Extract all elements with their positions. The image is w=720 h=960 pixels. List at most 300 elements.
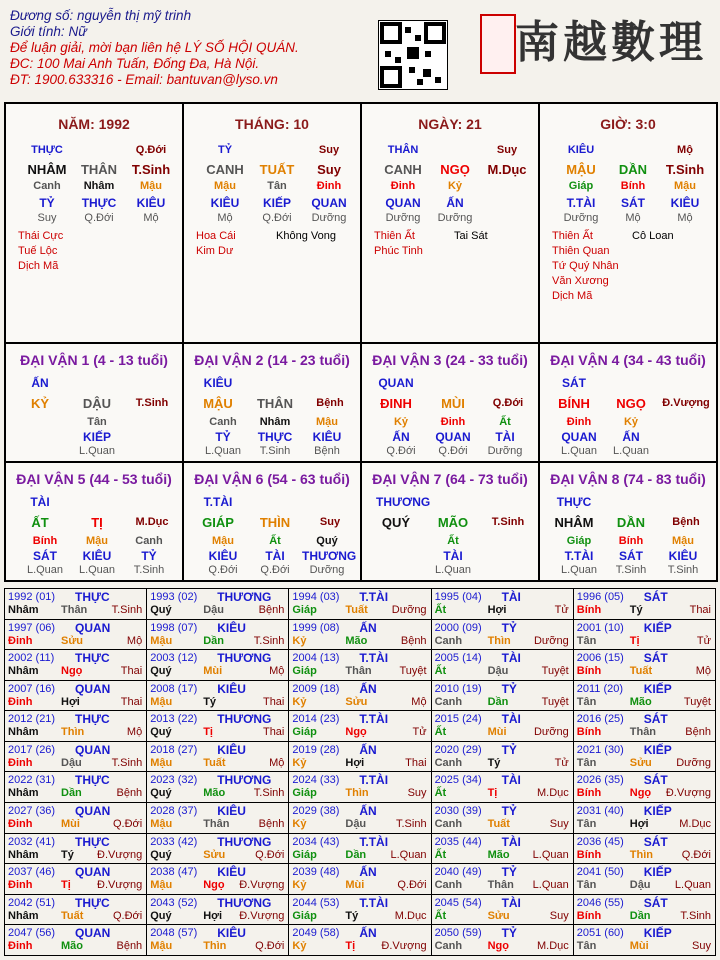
year-chi: Thân	[61, 604, 88, 616]
year-god: T.TÀI	[359, 651, 389, 666]
year-chi: Mão	[345, 634, 368, 647]
year-can: Nhâm	[8, 604, 39, 616]
year-can: Đinh	[8, 756, 33, 769]
hidden-state: T.Sinh	[133, 564, 165, 576]
year-label: 2018 (27)	[150, 743, 198, 756]
year-cell	[431, 619, 573, 650]
year-chi: Ngọ	[487, 940, 509, 953]
table-row	[5, 619, 716, 650]
dai-van-chi: DẬU	[82, 396, 112, 411]
year-label: 2012 (21)	[8, 713, 56, 726]
hidden-god: ẤN	[622, 430, 640, 444]
year-cell	[431, 741, 573, 772]
year-chi: Mão	[61, 940, 83, 953]
hidden-god: KIẾP	[82, 430, 111, 444]
year-god: SÁT	[643, 651, 668, 666]
year-chi: Tý	[203, 695, 217, 708]
year-cell	[573, 864, 715, 895]
year-can: Ất	[434, 848, 447, 861]
year-chi: Hợi	[345, 756, 365, 769]
pillar-r3-item: Canh	[33, 180, 61, 192]
hidden-state: Bệnh	[314, 445, 340, 457]
pillar-r2-item: NGỌ	[440, 162, 470, 177]
hidden-state: Q.Đới	[260, 564, 290, 576]
year-can: Canh	[434, 879, 463, 892]
hidden-state: L.Quan	[560, 564, 598, 576]
year-chi: Tị	[345, 940, 356, 953]
hidden-god: SÁT	[619, 549, 643, 563]
dai-van-title: ĐẠI VẬN 7 (64 - 73 tuổi)	[372, 471, 528, 487]
year-can: Quý	[150, 665, 172, 678]
year-god: TỶ	[501, 742, 517, 757]
year-state: Suy	[407, 787, 427, 800]
year-cell	[5, 925, 147, 956]
year-chi: Mão	[629, 695, 652, 708]
year-chi: Thân	[629, 726, 657, 739]
dai-van-cell	[539, 343, 717, 462]
year-label: 2046 (55)	[576, 896, 624, 909]
dai-van-cell	[361, 343, 539, 462]
year-cell	[431, 864, 573, 895]
year-chi: Thìn	[203, 940, 227, 953]
year-state: Q.Đới	[681, 848, 711, 861]
dai-van-cell	[539, 462, 717, 581]
table-row	[5, 589, 716, 620]
header	[0, 0, 720, 100]
year-cell	[431, 833, 573, 864]
pillar-r2-item: THÂN	[80, 162, 118, 177]
hidden-god: QUAN	[435, 430, 471, 444]
year-cell	[289, 803, 431, 834]
year-chi: Ngọ	[345, 726, 367, 739]
year-state: Bệnh	[116, 787, 143, 800]
year-can: Quý	[150, 726, 172, 739]
dai-van-chi: DẦN	[616, 515, 646, 530]
dai-van-god: TÀI	[30, 495, 50, 509]
pillar-r2-item: CANH	[384, 162, 422, 177]
hidden-state: Dưỡng	[309, 564, 345, 576]
year-can: Quý	[150, 909, 172, 922]
dai-van-title: ĐẠI VẬN 5 (44 - 53 tuổi)	[16, 471, 172, 487]
year-chi: Dần	[487, 695, 509, 708]
pillar-r1-item: Suy	[318, 144, 340, 156]
year-state: Mộ	[126, 634, 143, 647]
year-god: THƯƠNG	[217, 590, 272, 604]
dai-van-cell	[5, 462, 183, 581]
year-state: Tuyệt	[683, 695, 711, 708]
year-chi: Tị	[61, 879, 71, 892]
dai-van-chi: TỊ	[91, 515, 103, 530]
year-state: L.Quan	[532, 848, 569, 861]
pillar-r3-item: Đinh	[390, 180, 416, 192]
year-cell	[573, 894, 715, 925]
year-state: Đ.Vượng	[665, 787, 711, 800]
pillar-cell	[5, 103, 183, 343]
year-cell	[5, 680, 147, 711]
year-state: L.Quan	[674, 879, 711, 892]
year-can: Canh	[434, 756, 463, 769]
year-label: 1997 (06)	[8, 621, 56, 634]
dai-van-can: MẬU	[203, 396, 233, 411]
year-cell	[573, 619, 715, 650]
year-chi: Dậu	[345, 818, 367, 831]
pillar-r4-item: THỰC	[81, 196, 117, 210]
year-state: Tuyệt	[541, 695, 569, 708]
dai-van-cell	[5, 343, 183, 462]
year-state: Suy	[549, 818, 569, 831]
year-state: Mộ	[695, 665, 711, 678]
year-god: SÁT	[643, 773, 668, 788]
hidden-stem: Mậu	[316, 416, 338, 428]
pillar-r3-item: Mậu	[674, 180, 696, 192]
year-can: Giáp	[292, 787, 317, 800]
year-state: Mộ	[126, 726, 143, 739]
year-can: Canh	[434, 695, 463, 708]
year-cell	[431, 803, 573, 834]
dai-van-state: T.Sinh	[135, 397, 169, 409]
hidden-god: ẤN	[392, 430, 410, 444]
dai-van-god: SÁT	[562, 376, 586, 390]
year-god: QUAN	[75, 620, 111, 635]
pillar-r5-item: Dưỡng	[311, 212, 347, 224]
hidden-stem: Mậu	[672, 535, 694, 547]
hidden-god: THỰC	[257, 430, 293, 444]
year-cell	[573, 711, 715, 742]
dai-van-can: QUÝ	[381, 515, 411, 530]
hidden-state: L.Quan	[434, 564, 472, 576]
year-cell	[5, 650, 147, 681]
hidden-stem: Ất	[447, 535, 459, 547]
year-can: Quý	[150, 604, 172, 616]
dai-van-cell	[361, 462, 539, 581]
year-cell	[573, 680, 715, 711]
year-chi: Thìn	[487, 634, 511, 647]
year-state: T.Sinh	[111, 604, 143, 616]
pillar-r3-item: Đinh	[316, 180, 342, 192]
year-cell	[289, 680, 431, 711]
year-cell	[431, 711, 573, 742]
pillar-r2-item: Suy	[317, 162, 341, 177]
dai-van-chi: THÌN	[259, 515, 291, 530]
year-god: THƯƠNG	[217, 895, 272, 910]
year-can: Canh	[434, 940, 463, 953]
table-row	[5, 680, 716, 711]
year-state: Đ.Vượng	[239, 909, 285, 922]
year-label: 2001 (10)	[576, 621, 624, 634]
year-state: Bệnh	[258, 818, 285, 831]
year-god: THỰC	[75, 895, 110, 910]
dai-van-title: ĐẠI VẬN 4 (34 - 43 tuổi)	[550, 352, 706, 368]
pillar-r1-item: Suy	[496, 144, 518, 156]
year-chi: Thìn	[61, 726, 85, 739]
hidden-state: Q.Đới	[208, 564, 238, 576]
hidden-god: QUAN	[561, 430, 597, 444]
year-cell	[289, 864, 431, 895]
star-name: Dịch Mã	[552, 290, 593, 302]
year-label: 2009 (18)	[292, 682, 340, 695]
year-label: 2036 (45)	[576, 835, 624, 848]
hidden-state: Q.Đới	[386, 445, 416, 457]
year-state: Thai	[120, 665, 143, 678]
hidden-state: L.Quan	[204, 445, 242, 457]
year-cell	[147, 589, 289, 620]
dai-van-chi: NGỌ	[616, 396, 646, 411]
hidden-god: KIÊU	[312, 430, 342, 444]
year-cell	[289, 894, 431, 925]
year-cell	[147, 925, 289, 956]
year-cell	[573, 741, 715, 772]
pillar-r3-item: Bính	[620, 180, 646, 192]
year-label: 2015 (24)	[434, 713, 482, 726]
year-state: T.Sinh	[253, 634, 285, 647]
pillar-title: NGÀY: 21	[418, 116, 482, 132]
pillar-r5-item: Mộ	[217, 212, 233, 224]
year-label: 2022 (31)	[8, 774, 56, 787]
year-chi: Mão	[203, 787, 226, 800]
year-state: Q.Đới	[112, 909, 143, 922]
year-label: 2038 (47)	[150, 866, 198, 879]
star-name: Tứ Quý Nhân	[552, 260, 619, 272]
pillar-r5-item: Suy	[37, 212, 57, 224]
year-god: KIẾP	[643, 865, 672, 880]
year-label: 2040 (49)	[434, 866, 482, 879]
year-god: KIẾP	[643, 926, 672, 941]
pillar-title: NĂM: 1992	[58, 116, 130, 132]
year-can: Mậu	[150, 695, 173, 708]
year-label: 2020 (29)	[434, 743, 482, 756]
hidden-stem: Quý	[316, 535, 338, 547]
dai-van-state: T.Sinh	[491, 516, 525, 528]
year-chi: Dần	[345, 848, 367, 861]
star-name: Hoa Cái	[196, 230, 236, 242]
dai-van-can: ẤT	[31, 515, 49, 530]
year-label: 2031 (40)	[576, 805, 624, 818]
table-row	[5, 711, 716, 742]
dai-van-state: M.Dục	[135, 516, 169, 528]
star-name: Thái Cực	[18, 230, 64, 242]
year-state: Tuyệt	[399, 665, 427, 678]
year-god: QUAN	[75, 865, 111, 880]
dai-van-title: ĐẠI VẬN 6 (54 - 63 tuổi)	[194, 471, 350, 487]
year-chi: Sửu	[61, 634, 84, 647]
year-label: 2044 (53)	[292, 896, 340, 909]
year-state: Suy	[692, 940, 711, 953]
year-state: Bệnh	[258, 604, 285, 616]
pillar-r2-item: NHÂM	[27, 162, 67, 177]
year-cell	[5, 619, 147, 650]
year-god: THỰC	[75, 712, 110, 727]
year-cell	[5, 772, 147, 803]
year-chi: Tị	[203, 726, 213, 739]
year-god: KIẾP	[643, 804, 672, 819]
hidden-stem: Đinh	[566, 416, 592, 428]
year-label: 2030 (39)	[434, 805, 482, 818]
pillar-r2-item: M.Dục	[487, 162, 527, 177]
hidden-stem: Kỷ	[393, 416, 409, 428]
year-state: T.Sinh	[111, 756, 143, 769]
year-label: 2051 (60)	[576, 927, 624, 940]
year-can: Canh	[434, 818, 463, 831]
dai-van-cell	[183, 462, 361, 581]
year-god: THỰC	[75, 773, 110, 788]
year-god: QUAN	[75, 681, 111, 696]
year-can: Kỷ	[292, 756, 307, 769]
year-chi: Hợi	[629, 818, 649, 831]
pillar-r5-item: Dưỡng	[437, 212, 473, 224]
year-chi: Thân	[345, 665, 372, 678]
year-can: Bính	[576, 604, 602, 616]
year-cell	[147, 619, 289, 650]
hidden-stem: Bính	[618, 535, 644, 547]
year-can: Giáp	[292, 909, 317, 922]
year-cell	[289, 589, 431, 620]
year-chi: Ngọ	[203, 879, 225, 892]
year-chi: Sửu	[203, 848, 226, 861]
year-god: TÀI	[501, 590, 521, 604]
year-state: Tử	[554, 604, 569, 616]
pillar-r4-item: KIÊU	[136, 196, 166, 210]
year-cell	[147, 650, 289, 681]
hidden-god: TỶ	[141, 549, 157, 563]
year-can: Tân	[576, 634, 597, 647]
year-cell	[573, 803, 715, 834]
year-chi: Thìn	[629, 848, 653, 861]
hidden-god: TÀI	[495, 430, 515, 444]
year-chi: Tị	[487, 787, 498, 800]
year-label: 2026 (35)	[576, 774, 624, 787]
pillar-r5-item: Q.Đới	[84, 212, 114, 224]
pillar-r4-item: ẤN	[446, 196, 464, 210]
year-cell	[431, 894, 573, 925]
year-label: 2027 (36)	[8, 805, 56, 818]
table-row	[5, 864, 716, 895]
year-label: 2029 (38)	[292, 805, 340, 818]
year-god: ẤN	[359, 742, 377, 757]
year-can: Tân	[576, 940, 597, 953]
year-can: Giáp	[292, 665, 317, 678]
pillar-r3-item: Mậu	[214, 180, 236, 192]
year-can: Canh	[434, 634, 463, 647]
year-state: Q.Đới	[255, 848, 285, 861]
hidden-stem: Ất	[499, 416, 511, 428]
year-can: Ất	[434, 604, 447, 616]
hidden-state: L.Quan	[78, 445, 116, 457]
pillar-r1-item: THỰC	[31, 144, 63, 156]
dai-van-god: QUAN	[378, 376, 414, 390]
hidden-god: TÀI	[265, 549, 285, 563]
year-cell	[431, 680, 573, 711]
year-label: 2042 (51)	[8, 896, 56, 909]
year-can: Mậu	[150, 818, 173, 831]
year-cell	[5, 833, 147, 864]
year-chi: Hợi	[203, 909, 223, 922]
year-chi: Tý	[487, 756, 501, 769]
year-chi: Ngọ	[629, 787, 652, 800]
hidden-state: L.Quan	[78, 564, 116, 576]
year-can: Ất	[434, 726, 447, 739]
hidden-stem: Bính	[32, 535, 58, 547]
year-can: Quý	[150, 787, 172, 800]
hidden-state: L.Quan	[612, 445, 650, 457]
year-can: Bính	[576, 665, 602, 678]
year-cell	[573, 833, 715, 864]
year-god: T.TÀI	[359, 590, 389, 604]
year-chi: Mùi	[61, 818, 80, 831]
year-cell	[5, 711, 147, 742]
year-chi: Mão	[487, 848, 510, 861]
year-can: Mậu	[150, 940, 173, 953]
dai-van-chi: THÂN	[256, 396, 294, 411]
pillar-title: GIỜ: 3:0	[600, 116, 656, 132]
year-label: 2035 (44)	[434, 835, 482, 848]
hidden-state: T.Sinh	[667, 564, 699, 576]
year-chi: Dậu	[629, 879, 651, 892]
year-label: 1994 (03)	[292, 591, 340, 603]
year-god: THƯƠNG	[217, 773, 272, 788]
year-state: Đ.Vượng	[97, 848, 143, 861]
table-row	[5, 650, 716, 681]
dai-van-god: THỰC	[556, 495, 592, 509]
year-cell	[289, 650, 431, 681]
dai-van-title: ĐẠI VẬN 3 (24 - 33 tuổi)	[372, 352, 528, 368]
pillar-r3-item: Kỷ	[447, 180, 463, 192]
year-label: 2003 (12)	[150, 652, 198, 665]
year-chi: Mùi	[629, 940, 649, 953]
dai-van-title: ĐẠI VẬN 8 (74 - 83 tuổi)	[550, 471, 706, 487]
year-cell	[573, 772, 715, 803]
year-cell	[431, 650, 573, 681]
year-can: Mậu	[150, 879, 173, 892]
year-can: Tân	[576, 818, 597, 831]
year-can: Giáp	[292, 848, 317, 861]
year-god: KIÊU	[217, 804, 246, 819]
year-cell	[289, 772, 431, 803]
hidden-stem: Canh	[209, 416, 237, 428]
year-cell	[147, 772, 289, 803]
year-cell	[147, 833, 289, 864]
year-label: 2034 (43)	[292, 835, 340, 848]
year-state: Bệnh	[685, 726, 711, 739]
year-god: SÁT	[643, 712, 668, 727]
year-cell	[289, 619, 431, 650]
dai-van-god: KIÊU	[203, 376, 233, 390]
year-god: T.TÀI	[359, 834, 389, 849]
hidden-stem: Ất	[269, 535, 281, 547]
year-god: TỶ	[501, 620, 517, 635]
year-chi: Thân	[487, 879, 514, 892]
pillar-cell	[539, 103, 717, 343]
year-label: 1993 (02)	[150, 591, 198, 603]
year-chi: Thìn	[345, 787, 369, 800]
year-cell	[289, 833, 431, 864]
year-god: ẤN	[359, 804, 377, 819]
hidden-god: KIÊU	[668, 549, 698, 563]
star-name: Phúc Tinh	[374, 245, 423, 257]
year-god: KIÊU	[217, 681, 246, 696]
year-god: THỰC	[75, 651, 110, 666]
year-god: T.TÀI	[359, 895, 389, 910]
year-chi: Mùi	[487, 726, 507, 739]
table-row	[5, 833, 716, 864]
year-can: Đinh	[8, 634, 33, 647]
hidden-god: TỶ	[215, 430, 231, 444]
year-chi: Dần	[61, 787, 82, 800]
table-row	[5, 894, 716, 925]
dai-van-cell	[183, 343, 361, 462]
year-label: 2008 (17)	[150, 682, 198, 695]
year-label: 2017 (26)	[8, 743, 56, 756]
year-state: Thai	[262, 695, 285, 708]
